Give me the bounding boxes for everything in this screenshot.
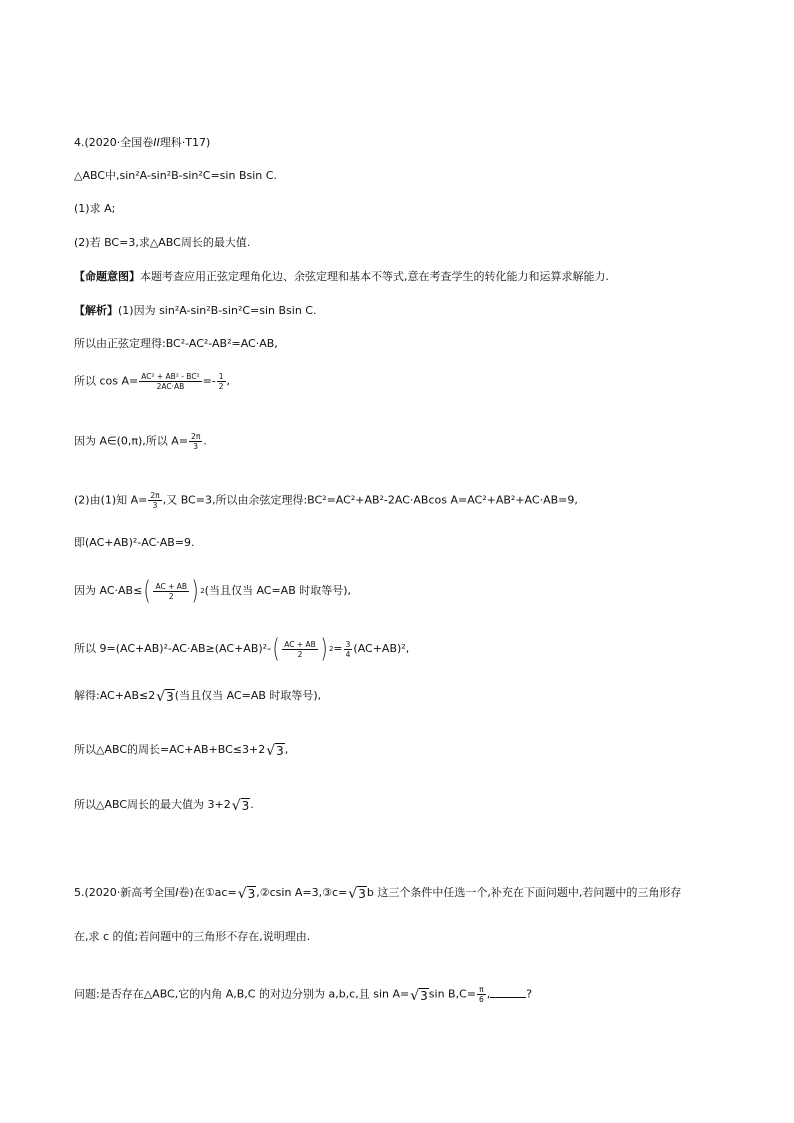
- three-quarters-denominator: 4: [345, 649, 351, 659]
- angle-prefix: 因为 A∈(0,π),所以 A=: [74, 434, 189, 448]
- solve-tail: (当且仅当 AC=AB 时取等号),: [174, 689, 322, 702]
- problem-5-line-3: [74, 985, 532, 1004]
- sqrt-radicand: 3: [247, 887, 256, 901]
- problem-4-statement: △ABC中,sin²A-sin²B-sin²C=sin Bsin C.: [74, 169, 277, 182]
- sqrt-3: √3: [348, 886, 366, 902]
- problem-5-text: 卷)在①ac=: [178, 886, 237, 899]
- problem-4-source: 理科·T17): [159, 136, 211, 149]
- bound-tail: (AC+AB)²,: [353, 642, 410, 655]
- inequality-numerator: AC + AB: [155, 581, 188, 591]
- cos-prefix: 所以 cos A=: [74, 374, 139, 388]
- angle-numerator: 2π: [191, 432, 201, 441]
- cos-formula: [74, 372, 230, 391]
- cos-numerator: AC² + AB² - BC²: [141, 372, 200, 381]
- roman-numeral: I: [175, 886, 179, 899]
- inequality-line: [74, 578, 351, 604]
- angle-result: [74, 432, 207, 451]
- part-2-fraction: [148, 491, 161, 510]
- bound-numerator: AC + AB: [284, 639, 316, 649]
- problem-5-text: b 这三个条件中任选一个,补充在下面问题中,若问题中的三角形存: [366, 886, 682, 899]
- bound-prefix: 所以 9=(AC+AB)²-AC·AB≥(AC+AB)²-: [74, 642, 272, 655]
- max-tail: .: [250, 798, 254, 811]
- solution-step-2: 所以由正弦定理得:BC²-AC²-AB²=AC·AB,: [74, 337, 278, 350]
- pi-over-6-fraction: [477, 985, 486, 1004]
- angle-end: .: [203, 434, 207, 448]
- inequality-prefix: 因为 AC·AB≤: [74, 584, 143, 597]
- question-1: (1)求 A;: [74, 202, 116, 215]
- part-2-cosine-law: [74, 491, 578, 510]
- intent-text: 本题考查应用正弦定理角化边、余弦定理和基本不等式,意在考查学生的转化能力和运算求解能力.: [140, 270, 609, 283]
- question-2: (2)若 BC=3,求△ABC周长的最大值.: [74, 236, 251, 249]
- intent-label: 【命题意图】: [74, 270, 140, 283]
- pi-denominator: 6: [478, 995, 484, 1004]
- inequality-tail: (当且仅当 AC=AB 时取等号),: [204, 584, 352, 597]
- sqrt-3: √3: [156, 689, 174, 705]
- sqrt-3: √3: [266, 743, 284, 759]
- problem-5-line-1: [74, 886, 681, 902]
- three-quarters-fraction: [344, 640, 353, 659]
- perimeter-prefix: 所以△ABC的周长=AC+AB+BC≤3+2: [74, 743, 266, 756]
- problem-4-number: 4.(2020·全国卷: [74, 136, 154, 149]
- half-denominator: 2: [218, 382, 224, 391]
- problem-5-text: ,②csin A=3,③c=: [256, 886, 348, 899]
- sqrt-radicand: 3: [241, 799, 250, 813]
- sqrt-radicand: 3: [276, 744, 284, 758]
- sqrt-radicand: 3: [166, 690, 174, 704]
- cos-equals: =-: [202, 374, 216, 388]
- bound-equals: =: [333, 642, 343, 655]
- problem-5-comma: ,: [486, 987, 491, 1001]
- bound-paren: ( $\frac{AC + AB}{2}$ ) 2: [272, 634, 334, 664]
- solve-prefix: 解得:AC+AB≤2: [74, 689, 156, 702]
- equation-1: 即(AC+AB)²-AC·AB=9.: [74, 536, 195, 549]
- part-2-denominator: 3: [152, 501, 158, 510]
- bound-line: [74, 636, 409, 662]
- problem-5-number: 5.(2020·新高考全国: [74, 886, 176, 899]
- answer-blank[interactable]: [490, 987, 526, 998]
- intent-line: [74, 270, 609, 284]
- perimeter-tail: ,: [284, 743, 289, 756]
- sqrt-3: √3: [231, 798, 250, 814]
- three-quarters-numerator: 3: [345, 639, 351, 649]
- sqrt-radicand: 3: [420, 988, 428, 1003]
- sqrt-3: √3: [237, 886, 256, 902]
- solution-step-1: (1)因为 sin²A-sin²B-sin²C=sin Bsin C.: [118, 304, 317, 317]
- part-2-prefix: (2)由(1)知 A=: [74, 493, 148, 507]
- half-fraction: [217, 372, 226, 391]
- pi-numerator: π: [479, 985, 484, 994]
- part-2-numerator: 2π: [150, 491, 160, 500]
- cos-denominator: 2AC·AB: [156, 382, 185, 391]
- problem-5-end: ?: [526, 987, 533, 1001]
- inequality-paren: ( $\frac{AC + AB}{2}$ ) 2: [143, 576, 205, 606]
- part-2-tail: ,又 BC=3,所以由余弦定理得:BC²=AC²+AB²-2AC·ABcos A=AC²+AB²+AC·AB=9,: [162, 493, 578, 507]
- analysis-line: [74, 304, 316, 318]
- angle-fraction: [189, 432, 202, 451]
- problem-5-line-2: 在,求 c 的值;若问题中的三角形不存在,说明理由.: [74, 930, 311, 943]
- roman-numeral: II: [153, 136, 160, 149]
- sqrt-radicand: 3: [358, 887, 366, 901]
- solve-line: [74, 689, 321, 705]
- angle-denominator: 3: [193, 442, 199, 451]
- problem-5-question: sin B,C=: [428, 987, 476, 1001]
- perimeter-line: [74, 743, 288, 759]
- cos-end: ,: [226, 374, 231, 388]
- max-prefix: 所以△ABC周长的最大值为 3+2: [74, 798, 231, 811]
- half-numerator: 1: [218, 372, 224, 381]
- analysis-label: 【解析】: [74, 304, 118, 317]
- inequality-denominator: 2: [168, 591, 174, 601]
- problem-5-question: 问题:是否存在△ABC,它的内角 A,B,C 的对边分别为 a,b,c,且 sin A=: [74, 987, 410, 1001]
- bound-denominator: 2: [297, 649, 303, 659]
- sqrt-3: √3: [410, 987, 428, 1004]
- problem-4-header: [74, 136, 210, 150]
- cos-fraction: [139, 372, 201, 391]
- max-line: [74, 798, 254, 814]
